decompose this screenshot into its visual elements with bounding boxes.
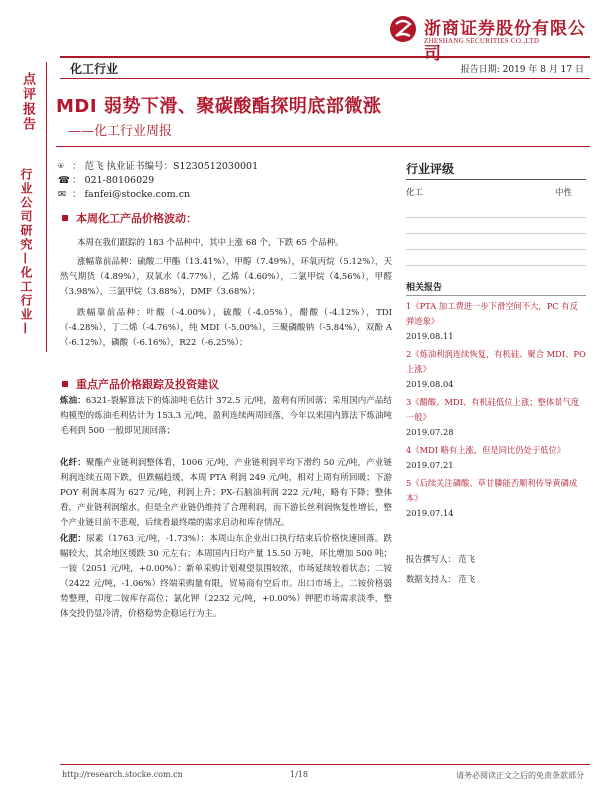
related-report-item[interactable]: 3《醋酸、MDI、有机硅低位上涨；整体景气度一般》 2019.07.28 xyxy=(406,397,580,437)
square-bullet-icon xyxy=(62,381,68,387)
footer-rule xyxy=(60,764,590,765)
analyst-info xyxy=(58,160,258,202)
report-date: 报告日期: 2019 年 8 月 17 日 xyxy=(460,65,584,75)
footer-url[interactable]: http://research.stocke.com.cn xyxy=(62,770,183,779)
analyst-name: ： 范飞 执业证书编号：S1230512030001 xyxy=(72,161,259,172)
left-rule xyxy=(46,62,47,352)
analyst-email[interactable]: ： fanfei@stocke.com.cn xyxy=(72,189,191,200)
rating-row xyxy=(406,186,586,198)
report-contacts xyxy=(406,549,586,589)
related-report-item[interactable]: 1《PTA 加工费进一步下滑空间不大，PC 有反弹迹象》 2019.08.11 xyxy=(406,301,578,341)
related-report-item[interactable]: 2《炼油利润连续恢复，有机硅、聚合 MDI、PO 上涨》 2019.08.04 xyxy=(406,349,586,389)
paragraph-refining: 炼油：6321-裂解算法下的炼油吨毛估计 372.5 元/吨，盈利有所回落；采用国内产品结构模型的炼油毛利估计为 153.3 元/吨，盈利连续两周回落，今年以来国内算法下炼油吨毛利到 500 一般即见顶回落； xyxy=(60,396,392,436)
section-heading-tracking: 重点产品价格跟踪及投资建议 xyxy=(62,376,219,392)
paragraph-gainers: 涨幅靠前品种：硫酸二甲酯（13.41%），甲醇（7.49%），环氧丙烷（5.12%），天然气期货（4.89%），双氧水（4.77%），乙烯（4.60%），二氯甲烷（4.56%），甲醛（3.98%），三氯甲烷（3.88%），DMF（3.68%）； xyxy=(60,257,392,297)
report-author: 报告撰写人： 范飞 xyxy=(406,554,476,564)
rating-value: 中性 xyxy=(554,188,572,198)
header-rule xyxy=(60,56,590,58)
analyst-phone: ： 021-80106029 xyxy=(72,175,155,186)
header-rule-2 xyxy=(60,78,590,79)
company-name-en: ZHESHANG SECURITIES CO.,LTD xyxy=(424,37,540,45)
email-icon: ✉ xyxy=(58,189,66,200)
category-vertical: 行业公司研究—化工行业— xyxy=(19,168,33,336)
paragraph-losers: 跌幅靠前品种：叶酸（-4.00%），硫酸（-4.05%），醋酸（-4.12%），TDI（-4.28%），丁二烯（-4.76%），纯 MDI（-5.00%），三聚磷酸钠（-5.84%），双酚 A（-6.12%），磷酸（-6.16%），R22（-6.25%）； xyxy=(60,308,392,348)
paragraph-fiber: 化纤：聚酯产业链利润整体看，1006 元/吨，产业链利润平均下滑约 50 元/吨，产业链利润连续五周下跌，但跌幅趋缓，本周 PTA 利润 249 元/吨，相对上周有所回暖；下游 POY 利润本周为 627 元/吨，利润上升；PX-石脑油利润 222 元/吨，略有下降；整体看，产业链利润缩水，但是全产业链仍维持了合理利润，而下游长丝利润恢复性增长，整个产业链目前不悲观，后续看最终端的需求启动和库存情况。 xyxy=(60,458,392,528)
rating-blank-lines xyxy=(406,202,586,266)
title-rule xyxy=(56,146,590,147)
industry-tag: 化工行业 xyxy=(70,62,119,76)
report-title: MDI 弱势下滑、聚碳酸酯探明底部微涨 xyxy=(56,96,382,117)
report-subtitle: ——化工行业周报 xyxy=(68,124,173,139)
page-number: 1/18 xyxy=(290,770,308,779)
phone-icon: ☎ xyxy=(58,175,70,186)
person-icon: ⍟ xyxy=(58,161,64,172)
section-heading-price-change: 本周化工产品价格波动： xyxy=(62,210,197,226)
related-report-item[interactable]: 4《MDI 略有上涨，但是同比仍处于低位》 2019.07.21 xyxy=(406,445,566,470)
right-column xyxy=(406,160,586,589)
paragraph-fertilizer: 化肥：尿素（1763 元/吨，-1.73%）：本周山东企业出口执行结束后价格快速回落。跌幅较大，其余地区缓跌 30 元左右；本周国内日均产量 15.50 万吨，环比增加 500 吨；一铵（2051 元/吨，+0.00%）：新单采购计划观望氛围较浓，市场延续较着状态；二铵（2422 元/吨，-1.06%）终端采购量有限，贸易商有空后市。出口市场上，二铵价格弱势整理，印度二铵库存高位；氯化钾（2232 元/吨，+0.00%）钾肥市场需求淡季，整体交投仍显冷清，价格稳势企稳运行为主。 xyxy=(60,534,392,619)
zheshang-logo-icon xyxy=(388,14,418,44)
data-support: 数据支持人： 范飞 xyxy=(406,574,476,584)
footer-disclaimer: 请务必阅读正文之后的免责条款部分 xyxy=(456,771,584,780)
rating-industry: 化工 xyxy=(406,188,424,198)
related-heading: 相关报告 xyxy=(406,280,586,296)
related-report-item[interactable]: 5《后续关注磷酸、草甘膦能否顺利传导黄磷成本》 2019.07.14 xyxy=(406,478,578,518)
company-logo xyxy=(388,12,588,64)
company-name-cn: 浙商证券股份有限公司 xyxy=(424,19,586,64)
square-bullet-icon xyxy=(62,215,68,221)
paragraph-summary: 本周在我们跟踪的 183 个品种中，其中上涨 68 个，下跌 65 个品种。 xyxy=(77,238,344,248)
report-type-vertical: 点评报告 xyxy=(20,72,35,132)
rating-heading: 行业评级 xyxy=(406,160,586,180)
